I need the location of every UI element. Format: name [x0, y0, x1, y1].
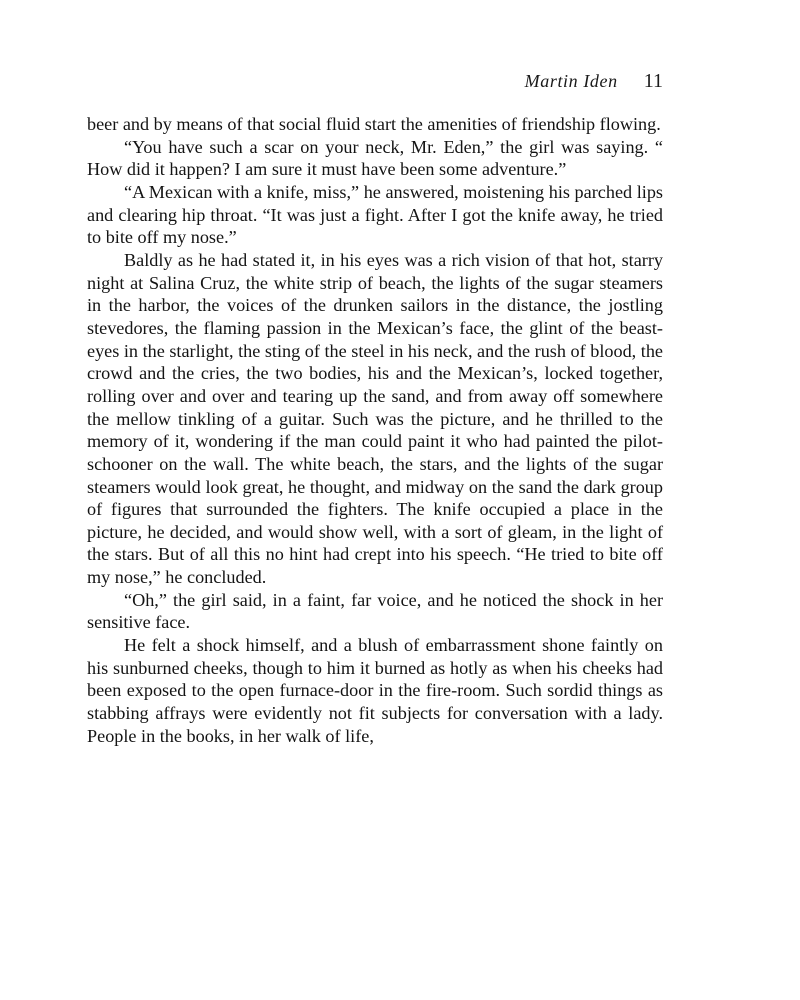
paragraph-girl-oh: “Oh,” the girl said, in a faint, far voice, and he noticed the shock in her sensitive face. — [87, 589, 663, 633]
paragraph-dialogue-girl-question: “You have such a scar on your neck, Mr. Eden,” the girl was saying. “ How did it happen? I am sure it must have been some adventure.” — [87, 136, 663, 180]
body-text — [87, 113, 663, 747]
page-number: 11 — [643, 70, 663, 92]
paragraph-shock-blush: He felt a shock himself, and a blush of embarrassment shone faintly on his sunburned cheeks, though to him it burned as hotly as when his cheeks had been exposed to the open furnace-door in the fire-room. Such sordid things as stabbing affrays were evidently not fit subjects for conversation with a lady. People in the books, in her walk of life, — [87, 635, 663, 746]
running-head — [87, 70, 663, 96]
paragraph-continued: beer and by means of that social fluid start the amenities of friendship flowing. — [87, 114, 661, 134]
paragraph-dialogue-mexican-knife: “A Mexican with a knife, miss,” he answered, moistening his parched lips and clearing hip throat. “It was just a fight. After I got the knife away, he tried to bite off my nose.” — [87, 181, 663, 248]
running-title: Martin Iden — [524, 71, 618, 91]
paragraph-salina-cruz-vision: Baldly as he had stated it, in his eyes was a rich vision of that hot, starry night at Salina Cruz, the white strip of beach, the lights of the sugar steamers in the harbor, the voices of the drunken sailors in the distance, the jostling stevedores, the flaming passion in the Mexican’s face, the glint of the beast-eyes in the starlight, the sting of the steel in his neck, and the rush of blood, the crowd and the cries, the two bodies, his and the Mexican’s, locked together, rolling over and over and tearing up the sand, and from away off somewhere the mellow tinkling of a guitar. Such was the picture, and he thrilled to the memory of it, wondering if the man could paint it who had painted the pilot-schooner on the wall. The white beach, the stars, and the lights of the sugar steamers would look great, he thought, and midway on the sand the dark group of figures that surrounded the fighters. The knife occupied a place in the picture, he decided, and would show well, with a sort of gleam, in the light of the stars. But of all this no hint had crept into his speech. “He tried to bite off my nose,” he concluded. — [87, 249, 663, 588]
